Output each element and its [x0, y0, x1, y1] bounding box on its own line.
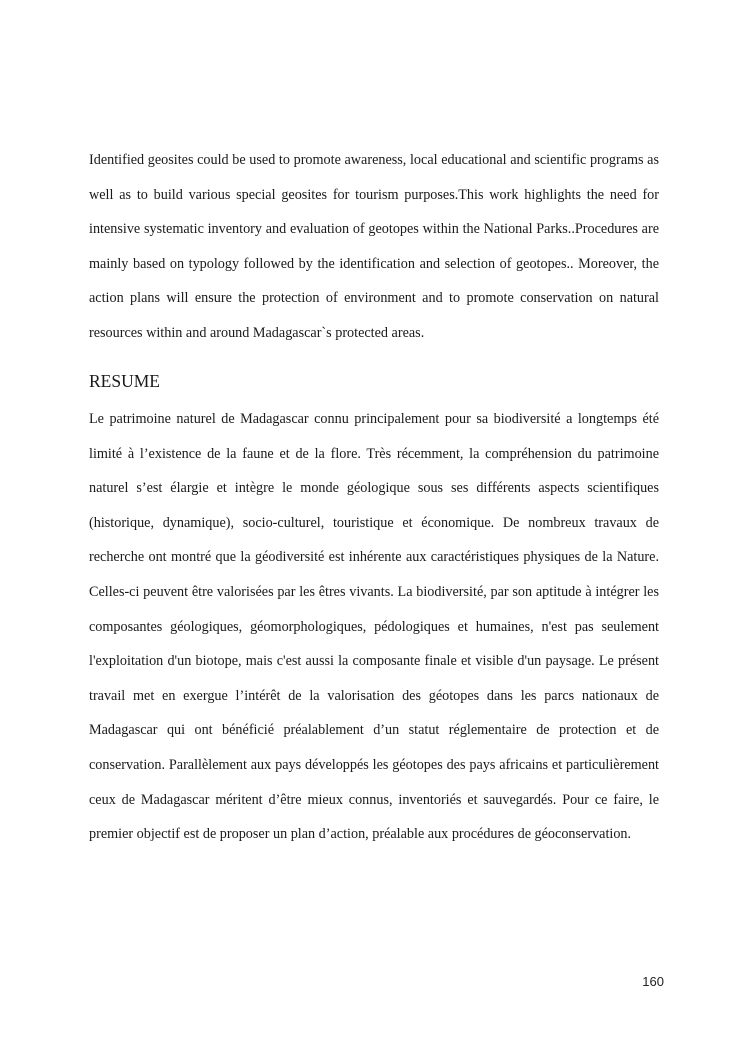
page-number: 160: [642, 974, 664, 989]
resume-heading: RESUME: [89, 371, 160, 391]
resume-paragraph: Le patrimoine naturel de Madagascar connu principalement pour sa biodiversité a longtemps été limité à l’existence de la faune et de la flore. Très récemment, la compréhension du patrimoine naturel s’est élargie et intègre le monde géologique sous ses différents aspects scientifiques (historique, dynamique), socio-culturel, touristique et économique. De nombreux travaux de recherche ont montré que la géodiversité est inhérente aux caractéristiques physiques de la Nature. Celles-ci peuvent être valorisées par les êtres vivants. La biodiversité, par son aptitude à intégrer les composantes géologiques, géomorphologiques, pédologiques et humaines, n'est pas seulement l'exploitation d'un biotope, mais c'est aussi la composante finale et visible d'un paysage. Le présent travail met en exergue l’intérêt de la valorisation des géotopes dans les parcs nationaux de Madagascar qui ont bénéficié préalablement d’un statut réglementaire de protection et de conservation. Parallèlement aux pays développés les géotopes des pays africains et particulièrement ceux de Madagascar méritent d’être mieux connus, inventoriés et sauvegardés. Pour ce faire, le premier objectif est de proposer un plan d’action, préalable aux procédures de géoconservation.: [89, 411, 659, 843]
abstract-paragraph: Identified geosites could be used to promote awareness, local educational and scientific programs as well as to build various special geosites for tourism purposes.This work highlights the need for intensive systematic inventory and evaluation of geotopes within the National Parks..Procedures are mainly based on typology followed by the identification and selection of geotopes.. Moreover, the action plans will ensure the protection of environment and to promote conservation on natural resources within and around Madagascar`s protected areas.: [89, 152, 659, 341]
